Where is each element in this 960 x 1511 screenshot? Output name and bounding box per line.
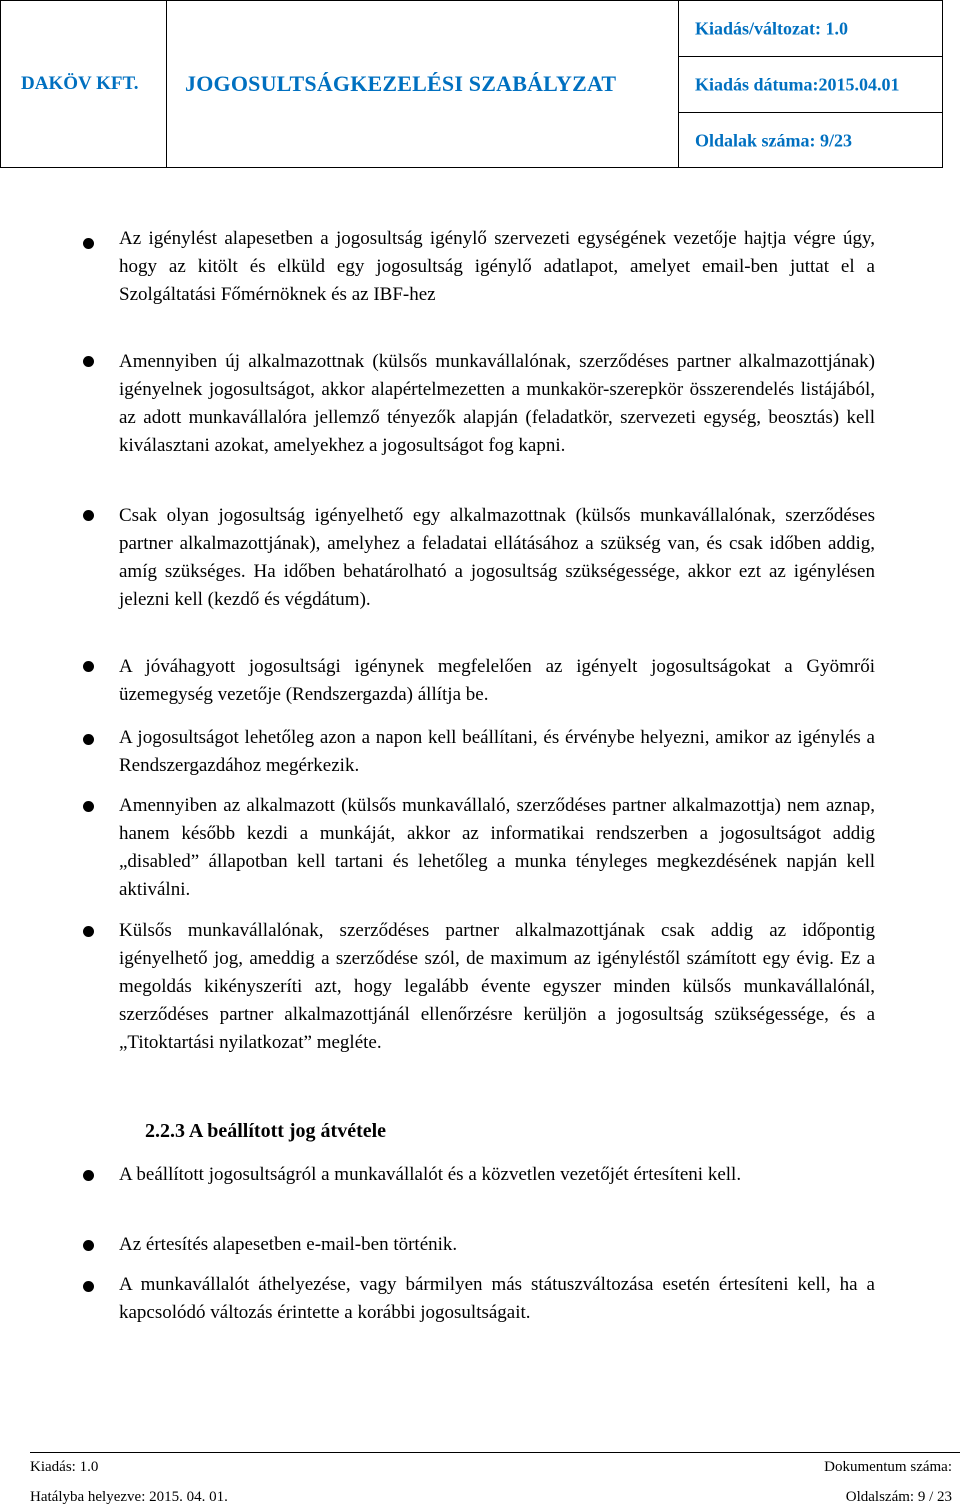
footer-issue: Kiadás: 1.0 — [30, 1459, 99, 1475]
list-item: Az értesítés alapesetben e-mail-ben történik. — [119, 1234, 458, 1255]
bullet-marker — [83, 661, 94, 672]
document-title: JOGOSULTSÁGKEZELÉSI SZABÁLYZAT — [185, 71, 617, 96]
list-item: Külsős munkavállalónak, szerződéses partner alkalmazottjának csak addig az időpontig igényelhető jog, ameddig a szerződése szól, de maximum az igényléstől számított egy évig. Ez a megoldás kikényszeríti azt, hogy legalább évente egyszer minden külsős munkavállalónál, szerződéses partner alkalmazottjánál ellenőrzésre kerüljön a jogosultság szükségessége, és a „Titoktartási nyilatkozat” megléte. — [119, 920, 875, 1053]
bullet-marker — [83, 801, 94, 812]
list-item: Amennyiben új alkalmazottnak (külsős munkavállalónak, szerződéses partner alkalmazottjának) igényelnek jogosultságot, akkor alapértelmezetten a munkakör-szerepkör összerendelés listájából, az adott munkavállalóra jellemző tényezők alapján (feladatkör, szervezeti egység, beosztás) kell kiválasztani azokat, amelyekhez a jogosultságot fog kapni. — [119, 351, 875, 456]
bullet-marker — [83, 510, 94, 521]
bullet-marker — [83, 356, 94, 367]
page-count-label: Oldalak száma: 9/23 — [695, 130, 853, 151]
page-count-row — [679, 113, 943, 169]
list-item: A munkavállalót áthelyezése, vagy bármilyen más státuszváltozása esetén értesíteni kell, ha a kapcsolódó változás érintette a korábbi jogosultságait. — [119, 1274, 875, 1323]
version-label: Kiadás/változat: 1.0 — [695, 18, 848, 38]
list-item: Amennyiben az alkalmazott (külsős munkavállaló, szerződéses partner alkalmazottja) nem aznap, hanem később kezdi a munkáját, akkor az informatikai rendszerben a jogosultságot addig „disabled” állapotban kell tartani és lehetőleg a munka tényleges megkezdésének napján kell aktiválni. — [119, 795, 875, 900]
bullet-marker — [83, 926, 94, 937]
bullet-marker — [83, 1240, 94, 1251]
list-item: Az igénylést alapesetben a jogosultság igénylő szervezeti egységének vezetője hajtja végre úgy, hogy az kitölt és elküld egy jogosultság igénylő adatlapot, amelyet email-ben juttat el a Szolgáltatási Főmérnöknek és az IBF-hez — [119, 228, 875, 305]
list-item: A jóváhagyott jogosultsági igénynek megfelelően az igényelt jogosultságokat a Gyömrői üzemegység vezetője (Rendszergazda) állítja be. — [119, 656, 875, 705]
bullet-marker — [83, 1281, 94, 1292]
list-item: A beállított jogosultságról a munkavállalót és a közvetlen vezetőjét értesíteni kell. — [119, 1164, 742, 1185]
issue-date-row — [679, 57, 943, 113]
header-title-cell — [167, 1, 679, 167]
version-row — [679, 1, 943, 57]
list-item: Csak olyan jogosultság igényelhető egy alkalmazottnak (külsős munkavállalónak, szerződéses partner alkalmazottjának), amelyhez a feladatai ellátásához a szükség van, és csak időben addig, amíg szükséges. Ha időben behatárolható a jogosultság szükségessége, akkor ezt az igénylésen jelezni kell (kezdő és végdátum). — [119, 505, 875, 610]
bullet-marker — [83, 238, 94, 249]
header-meta-cell — [679, 1, 943, 167]
company-name: DAKÖV KFT. — [21, 73, 139, 94]
header-company-cell — [1, 1, 167, 167]
footer-effective-date: Hatályba helyezve: 2015. 04. 01. — [30, 1489, 228, 1505]
list-item: A jogosultságot lehetőleg azon a napon kell beállítani, és érvénybe helyezni, amikor az igénylés a Rendszergazdához megérkezik. — [119, 727, 875, 776]
issue-date-label: Kiadás dátuma:2015.04.01 — [695, 74, 900, 94]
bullet-marker — [83, 1170, 94, 1181]
footer-page-number: Oldalszám: 9 / 23 — [845, 1489, 952, 1505]
footer-divider — [30, 1452, 960, 1453]
bullet-marker — [83, 734, 94, 745]
footer-doc-number: Dokumentum száma: — [824, 1459, 952, 1475]
section-heading: 2.2.3 A beállított jog átvétele — [145, 1120, 387, 1142]
document-header — [0, 0, 943, 168]
